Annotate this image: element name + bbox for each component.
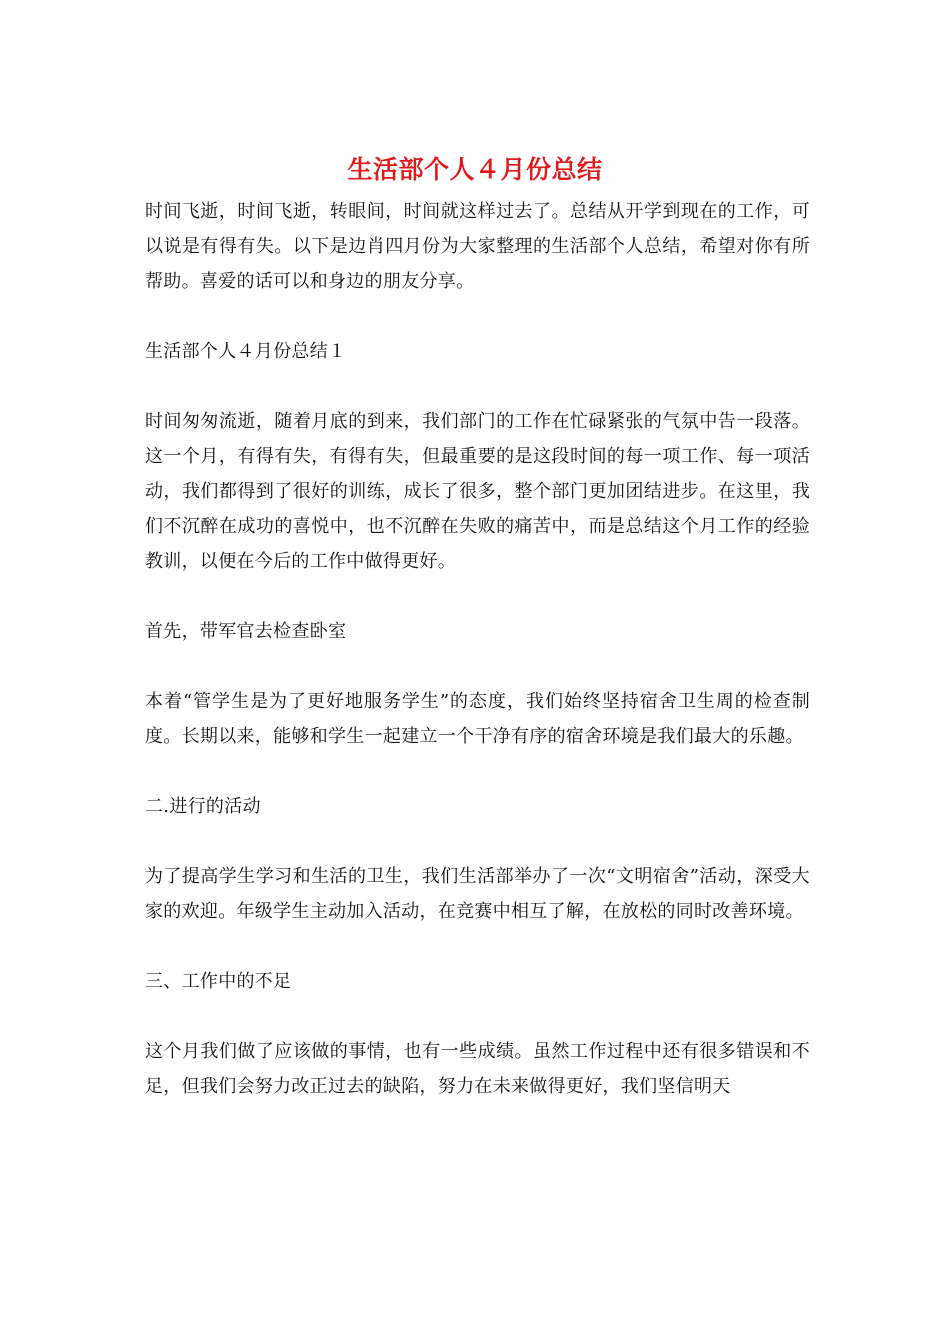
paragraph-spacer — [145, 754, 810, 789]
paragraph-spacer — [145, 824, 810, 859]
document-body — [145, 194, 810, 1104]
paragraph-spacer — [145, 299, 810, 334]
section-heading-activities: 二.进行的活动 — [145, 796, 261, 817]
paragraph-spacer — [145, 649, 810, 684]
section-heading-shortcomings: 三、工作中的不足 — [145, 971, 292, 992]
section-heading-dorm-inspection: 首先，带军官去检查卧室 — [145, 621, 347, 642]
paragraph-spacer — [145, 579, 810, 614]
dorm-inspection-paragraph: 本着“管学生是为了更好地服务学生”的态度，我们始终坚持宿舍卫生周的检查制度。长期以来，能够和学生一起建立一个干净有序的宿舍环境是我们最大的乐趣。 — [145, 691, 810, 747]
paragraph-spacer — [145, 929, 810, 964]
shortcomings-paragraph: 这个月我们做了应该做的事情，也有一些成绩。虽然工作过程中还有很多错误和不足，但我们会努力改正过去的缺陷，努力在未来做得更好，我们坚信明天 — [145, 1041, 810, 1097]
summary-paragraph: 时间匆匆流逝，随着月底的到来，我们部门的工作在忙碌紧张的气氛中告一段落。这一个月，有得有失，有得有失，但最重要的是这段时间的每一项工作、每一项活动，我们都得到了很好的训练，成长了很多，整个部门更加团结进步。在这里，我们不沉醉在成功的喜悦中，也不沉醉在失败的痛苦中，而是总结这个月工作的经验教训，以便在今后的工作中做得更好。 — [145, 411, 810, 572]
paragraph-spacer — [145, 369, 810, 404]
activities-paragraph: 为了提高学生学习和生活的卫生，我们生活部举办了一次“文明宿舍”活动，深受大家的欢迎。年级学生主动加入活动，在竞赛中相互了解，在放松的同时改善环境。 — [145, 866, 810, 922]
document-title: 生活部个人４月份总结 — [347, 155, 603, 184]
paragraph-spacer — [145, 999, 810, 1034]
section-heading-summary-1: 生活部个人４月份总结１ — [145, 341, 347, 362]
intro-paragraph: 时间飞逝，时间飞逝，转眼间，时间就这样过去了。总结从开学到现在的工作，可以说是有得有失。以下是边肖四月份为大家整理的生活部个人总结，希望对你有所帮助。喜爱的话可以和身边的朋友分享。 — [145, 201, 810, 292]
